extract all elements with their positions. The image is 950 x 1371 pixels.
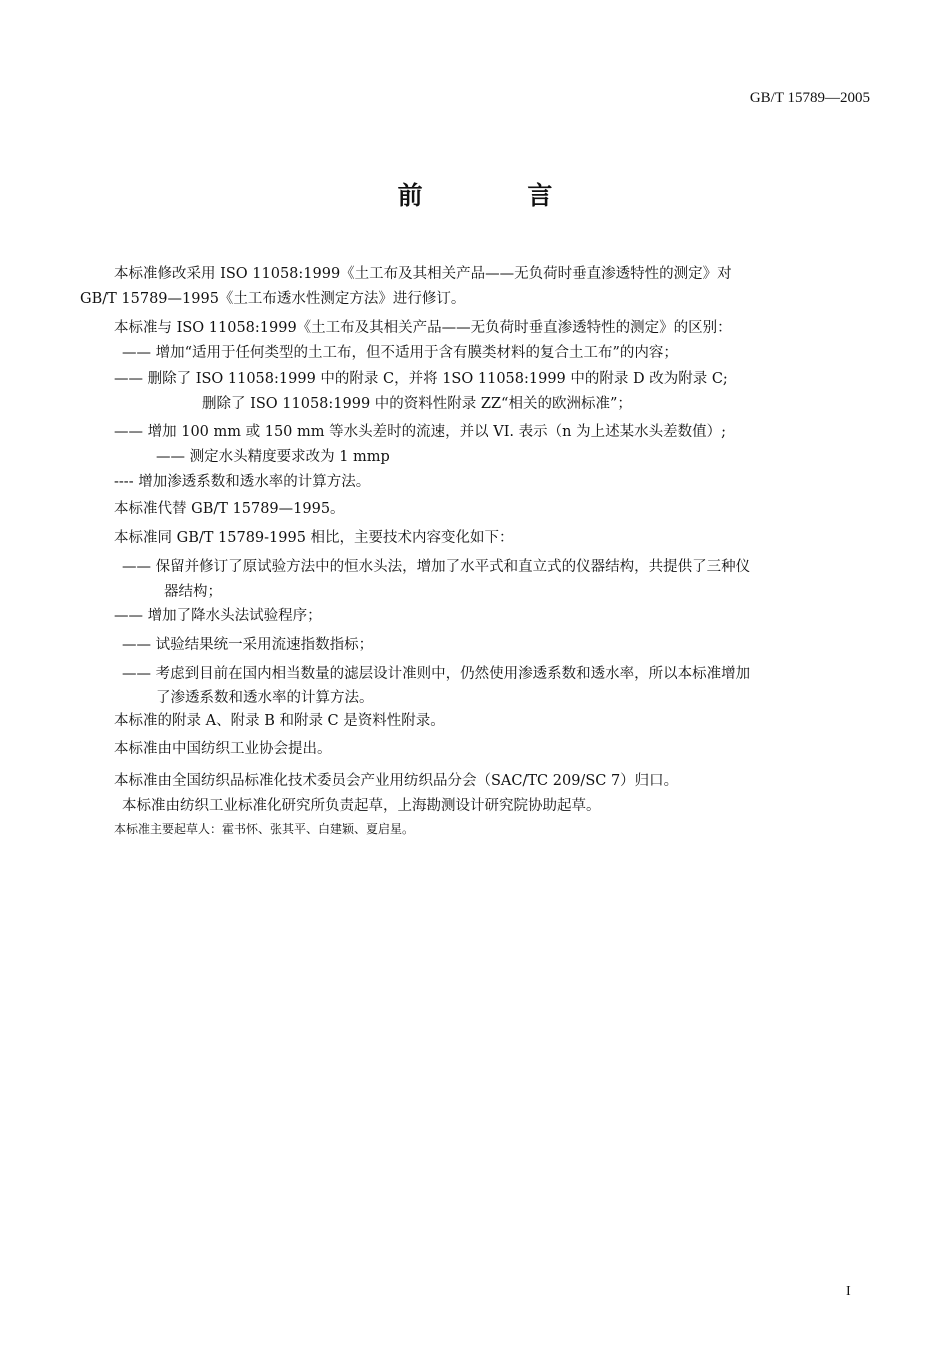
text-line-15: —— 试验结果统一采用流速指数指标； [122, 637, 374, 653]
document-code: GB/T 15789—2005 [749, 90, 870, 106]
page-number: I [846, 1284, 851, 1299]
text-line-2: GB/T 15789—1995《土工布透水性测定方法》进行修订。 [80, 291, 466, 307]
text-line-9: ---- 增加渗透系数和透水率的计算方法。 [114, 474, 371, 490]
text-line-20: 本标准由全国纺织品标准化技术委员会产业用纺织品分会（SAC/TC 209/SC 7）归口。 [114, 773, 679, 789]
text-line-12: —— 保留并修订了原试验方法中的恒水头法，增加了水平式和直立式的仪器结构，共提供了三种仪 [122, 559, 751, 575]
page-title: 前 言 [397, 181, 601, 210]
text-line-21: 本标准由纺织工业标准化研究所负责起草，上海勘测设计研究院协助起草。 [122, 798, 601, 814]
text-line-4: —— 增加“适用于任何类型的土工布，但不适用于含有膜类材料的复合土工布”的内容； [122, 345, 678, 361]
text-line-18: 本标准的附录 A、附录 B 和附录 C 是资料性附录。 [114, 713, 445, 729]
text-line-3: 本标准与 ISO 11058:1999《土工布及其相关产品——无负荷时垂直渗透特性的测定》的区别： [114, 320, 732, 336]
text-line-19: 本标准由中国纺织工业协会提出。 [114, 741, 332, 757]
text-line-14: —— 增加了降水头法试验程序； [114, 608, 322, 624]
text-line-13: 器结构； [164, 584, 222, 600]
text-line-7: —— 增加 100 mm 或 150 mm 等水头差时的流速，并以 VI. 表示（n 为上述某水头差数值）; [114, 424, 726, 440]
text-line-16: —— 考虑到目前在国内相当数量的滤层设计准则中，仍然使用渗透系数和透水率，所以本标准增加 [122, 666, 751, 682]
text-line-5: —— 删除了 ISO 11058:1999 中的附录 C，并将 1SO 11058:1999 中的附录 D 改为附录 C; [114, 371, 728, 387]
text-line-1: 本标准修改采用 ISO 11058:1999《土工布及其相关产品——无负荷时垂直渗透特性的测定》对 [114, 266, 732, 282]
text-line-17: 了渗透系数和透水率的计算方法。 [156, 690, 374, 706]
text-line-11: 本标准同 GB/T 15789-1995 相比，主要技术内容变化如下： [114, 530, 514, 546]
text-line-6: 删除了 ISO 11058:1999 中的资料性附录 ZZ“相关的欧洲标准”； [202, 396, 632, 412]
text-line-22: 本标准主要起草人：霍书怀、张其平、白建颖、夏启星。 [114, 822, 415, 836]
text-line-10: 本标准代替 GB/T 15789—1995。 [114, 501, 345, 517]
text-line-8: —— 测定水头精度要求改为 1 mmp [156, 449, 390, 465]
